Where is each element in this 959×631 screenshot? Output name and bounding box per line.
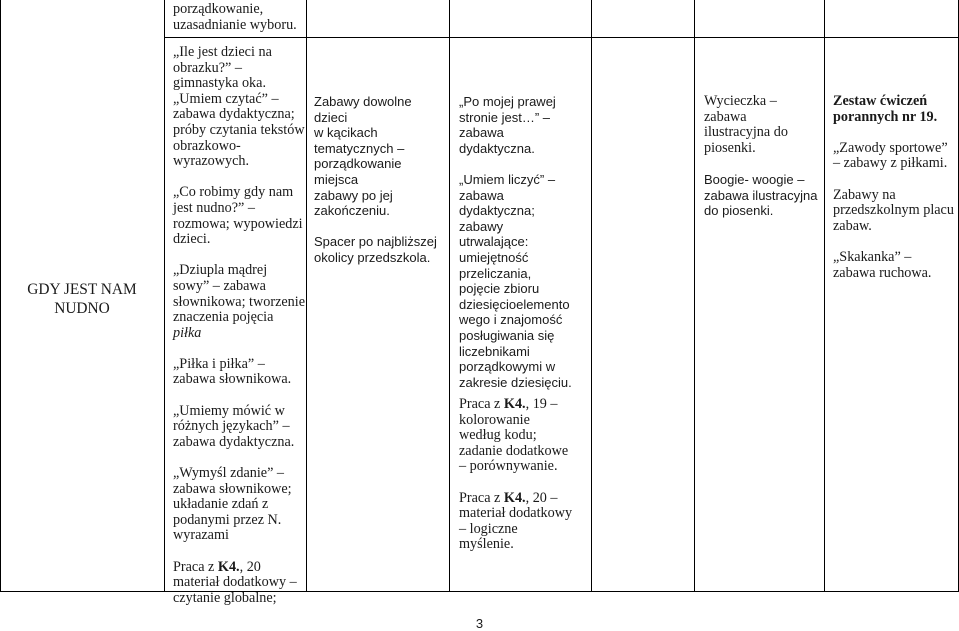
col3-workbook xyxy=(459,397,590,553)
text-line: słownikowa; tworzenie xyxy=(173,293,305,310)
workbook-page: , 20 xyxy=(239,558,261,575)
text-line xyxy=(459,491,590,507)
text-line: kolorowanie xyxy=(459,411,530,428)
text-line: Zabawy na xyxy=(833,186,896,203)
text-line: zabawy po jej xyxy=(314,187,393,203)
col3-activities xyxy=(459,94,590,390)
text-line: materiał dodatkowy – xyxy=(173,574,297,591)
text-line: przedszkolnym placu xyxy=(833,202,954,219)
text-line: piłka xyxy=(173,324,202,341)
text-line: posługiwania się xyxy=(459,327,555,343)
activity-item xyxy=(833,250,957,281)
text-line: różnych językach” – xyxy=(173,418,290,435)
text-line: według kodu; xyxy=(459,427,537,444)
text-line: – porównywanie. xyxy=(459,458,558,475)
activity-item xyxy=(173,466,305,544)
text-line: zabaw. xyxy=(833,217,872,234)
activity-item xyxy=(704,172,822,219)
text-line: zakresie dziesięciu. xyxy=(459,374,572,390)
text-line: czytanie globalne; xyxy=(173,589,277,606)
text-line: „Co robimy gdy nam xyxy=(173,184,294,201)
workbook-prefix: Praca z xyxy=(173,558,218,575)
activity-item xyxy=(833,141,957,172)
text-line: podanymi przez N. xyxy=(173,511,282,528)
morning-exercises-heading xyxy=(833,94,957,125)
text-line: wyrazami xyxy=(173,527,229,544)
text-line: „Ile jest dzieci na xyxy=(173,44,272,60)
text-line: „Zawody sportowe” xyxy=(833,139,948,156)
activity-item xyxy=(459,172,590,390)
text-line: sowy” – zabawa xyxy=(173,277,266,294)
text-line: zabawa xyxy=(459,187,504,203)
text-line: dzieci. xyxy=(173,231,211,248)
text-line: – zabawy z piłkami. xyxy=(833,155,948,172)
theme-line: GDY JEST NAM xyxy=(27,281,137,298)
text-line: Zabawy dowolne dzieci xyxy=(314,94,412,125)
text-line: zabawa słownikowe; xyxy=(173,480,292,497)
workbook-prefix: Praca z xyxy=(459,489,504,506)
workbook-item xyxy=(173,560,305,607)
activity-item xyxy=(173,263,305,341)
text-line: ilustracyjna do xyxy=(704,124,788,141)
text-line: Zestaw ćwiczeń xyxy=(833,93,928,109)
text-line: dydaktyczna; xyxy=(459,203,535,219)
text-line xyxy=(459,397,590,413)
row-divider xyxy=(164,37,959,38)
text-line: wego i znajomość xyxy=(459,312,563,328)
workbook-item xyxy=(459,491,590,553)
workbook-prefix: Praca z xyxy=(459,396,504,412)
text-line: dydaktyczna. xyxy=(459,140,535,156)
text-line: zakończeniu. xyxy=(314,203,390,219)
text-line: zabawy xyxy=(459,218,504,234)
text-line: okolicy przedszkola. xyxy=(314,249,431,265)
workbook-page: , 20 – xyxy=(525,489,558,506)
text-line: Boogie- woogie – xyxy=(704,171,805,187)
col1-activities xyxy=(173,45,305,606)
column-divider xyxy=(591,0,592,592)
page-number: 3 xyxy=(475,616,484,631)
activity-item xyxy=(173,185,305,247)
text-line: uzasadnianie wyboru. xyxy=(173,16,297,33)
activity-item xyxy=(173,357,305,388)
text-line: układanie zdań z xyxy=(173,496,269,513)
text-line: obrazkowo- xyxy=(173,137,241,154)
col1-top-continuation xyxy=(173,2,303,33)
text-line: jest nudno?” – xyxy=(173,199,255,216)
activity-item xyxy=(173,45,305,92)
text-line: stronie jest…” – xyxy=(459,109,551,125)
text-line xyxy=(173,560,305,576)
text-line: wyrazowych. xyxy=(173,153,250,170)
text-line: piosenki. xyxy=(704,139,756,156)
text-line: rozmowa; wypowiedzi xyxy=(173,215,303,232)
text-line: zabawa słownikowa. xyxy=(173,371,292,388)
workbook-page: , 19 – xyxy=(525,396,558,412)
text-line: zabawa dydaktyczna. xyxy=(173,433,295,450)
text-line: liczebnikami xyxy=(459,343,530,359)
col2-activities xyxy=(314,94,448,266)
col5-activities xyxy=(833,94,957,281)
text-line: „Umiemy mówić w xyxy=(173,402,285,419)
activity-item xyxy=(314,94,448,219)
text-line: zabawa ruchowa. xyxy=(833,264,932,281)
theme-cell xyxy=(0,280,164,318)
activity-item xyxy=(704,94,822,156)
text-line: „Dziupla mądrej xyxy=(173,262,268,279)
column-divider xyxy=(306,0,307,592)
activity-item xyxy=(173,92,305,170)
text-line: materiał dodatkowy xyxy=(459,505,573,522)
col4-activities xyxy=(704,94,822,219)
text-line: zabawa xyxy=(459,125,504,141)
text-line: tematycznych – xyxy=(314,140,405,156)
column-divider xyxy=(824,0,825,592)
text-line: porządkowymi w xyxy=(459,359,556,375)
workbook-code: K4. xyxy=(217,558,240,575)
text-line: myślenie. xyxy=(459,536,514,553)
text-line: „Umiem czytać” – xyxy=(173,90,279,107)
activity-item xyxy=(459,94,590,156)
activity-item xyxy=(833,188,957,235)
activity-item xyxy=(173,404,305,451)
theme-line: NUDNO xyxy=(54,300,110,317)
text-line: pojęcie zbioru xyxy=(459,281,540,297)
text-line: Spacer po najbliższej xyxy=(314,234,437,250)
text-line: zabawa ilustracyjna xyxy=(704,187,818,203)
text-line: „Skakanka” – xyxy=(833,248,912,265)
table-border-bottom xyxy=(0,591,959,592)
text-line: zabawa dydaktyczna; xyxy=(173,106,295,123)
text-line: Wycieczka – zabawa xyxy=(704,93,777,125)
column-divider xyxy=(449,0,450,592)
workbook-item xyxy=(459,397,590,475)
workbook-code: K4. xyxy=(503,489,526,506)
column-divider xyxy=(694,0,695,592)
text-line: „Po mojej prawej xyxy=(459,94,556,109)
text-line: „Umiem liczyć” – xyxy=(459,171,556,187)
text-line: obrazku?” – xyxy=(173,59,242,76)
text-line: znaczenia pojęcia xyxy=(173,309,274,326)
text-line: próby czytania tekstów xyxy=(173,121,305,138)
text-line: porządkowanie miejsca xyxy=(314,156,402,187)
text-line: przeliczania, xyxy=(459,265,532,281)
text-line: utrwalające: xyxy=(459,234,529,250)
workbook-code: K4. xyxy=(503,396,526,412)
text-line: porządkowanie, xyxy=(173,1,264,17)
text-line: gimnastyka oka. xyxy=(173,75,266,92)
text-line: umiejętność xyxy=(459,249,529,265)
text-line: zadanie dodatkowe xyxy=(459,442,569,459)
text-line: w kącikach xyxy=(314,125,378,141)
column-divider xyxy=(164,0,165,592)
text-line: porannych nr 19. xyxy=(833,108,938,125)
activity-item xyxy=(314,234,448,265)
text-line: do piosenki. xyxy=(704,203,774,219)
text-line: dziesięcioelemento xyxy=(459,296,570,312)
text-line: „Piłka i piłka” – xyxy=(173,355,265,372)
text-line: – logiczne xyxy=(459,520,518,537)
text-line: „Wymyśl zdanie” – xyxy=(173,465,285,482)
